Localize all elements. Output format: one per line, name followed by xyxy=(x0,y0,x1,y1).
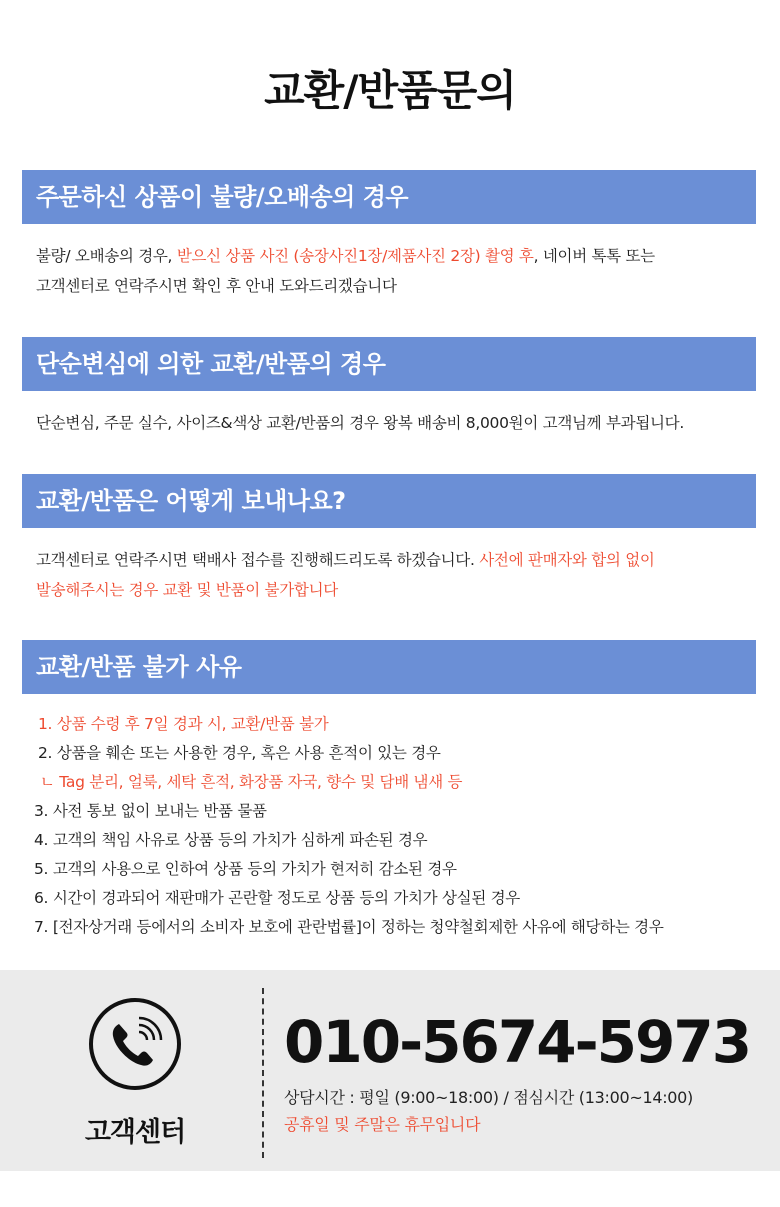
section-body-how-to-send xyxy=(36,545,756,605)
list-item: 2. 상품을 훼손 또는 사용한 경우, 혹은 사용 흔적이 있는 경우 xyxy=(38,744,441,762)
section-body-defective xyxy=(36,241,756,301)
customer-center-label: 고객센터 xyxy=(84,1117,186,1148)
list-item: 7. [전자상거래 등에서의 소비자 보호에 관란법률]이 정하는 청약철회제한 사유에 해당하는 경우 xyxy=(34,918,664,936)
text-segment: 고객센터로 연락주시면 택배사 접수를 진행해드리도록 하겠습니다. xyxy=(36,551,480,569)
list-item: ㄴ Tag 분리, 얼룩, 세탁 흔적, 화장품 자국, 향수 및 담배 냄새 등 xyxy=(40,773,463,791)
page-title: 교환/반품문의 xyxy=(264,66,516,115)
text-line: 고객센터로 연락주시면 확인 후 안내 도와드리겠습니다 xyxy=(36,277,397,295)
section-body-change-of-mind xyxy=(36,408,756,438)
text-segment: 불량/ 오배송의 경우, xyxy=(36,247,177,265)
text-line xyxy=(36,241,756,271)
text-segment: , 네이버 톡톡 또는 xyxy=(533,247,655,265)
holiday-notice: 공휴일 및 주말은 휴무입니다 xyxy=(284,1115,481,1134)
section-heading-not-allowed: 교환/반품 불가 사유 xyxy=(22,640,756,694)
highlight-text: 사전에 판매자와 합의 없이 xyxy=(479,551,655,569)
not-allowed-list xyxy=(34,710,764,942)
section-heading-how-to-send: 교환/반품은 어떻게 보내나요? xyxy=(22,474,756,528)
section-heading-change-of-mind: 단순변심에 의한 교환/반품의 경우 xyxy=(22,337,756,391)
list-item: 6. 시간이 경과되어 재판매가 곤란할 정도로 상품 등의 가치가 상실된 경우 xyxy=(34,889,520,907)
list-item: 1. 상품 수령 후 7일 경과 시, 교환/반품 불가 xyxy=(38,715,329,733)
list-item: 3. 사전 통보 없이 보내는 반품 물품 xyxy=(34,802,267,820)
text-line: 단순변심, 주문 실수, 사이즈&색상 교환/반품의 경우 왕복 배송비 8,000원이 고객님께 부과됩니다. xyxy=(36,414,684,432)
list-item: 5. 고객의 사용으로 인하여 상품 등의 가치가 현저히 감소된 경우 xyxy=(34,860,457,878)
text-line xyxy=(36,545,756,575)
list-item: 4. 고객의 책임 사유로 상품 등의 가치가 심하게 파손된 경우 xyxy=(34,831,428,849)
phone-icon xyxy=(89,998,181,1090)
highlight-text: 받으신 상품 사진 (송장사진1장/제품사진 2장) 촬영 후 xyxy=(176,247,534,265)
footer-divider xyxy=(262,988,264,1158)
phone-number[interactable]: 010-5674-5973 xyxy=(284,1008,751,1076)
consultation-hours: 상담시간 : 평일 (9:00~18:00) / 점심시간 (13:00~14:00) xyxy=(284,1088,693,1107)
customer-center-footer xyxy=(0,970,780,1171)
highlight-text: 발송해주시는 경우 교환 및 반품이 불가합니다 xyxy=(36,581,338,599)
section-heading-defective: 주문하신 상품이 불량/오배송의 경우 xyxy=(22,170,756,224)
